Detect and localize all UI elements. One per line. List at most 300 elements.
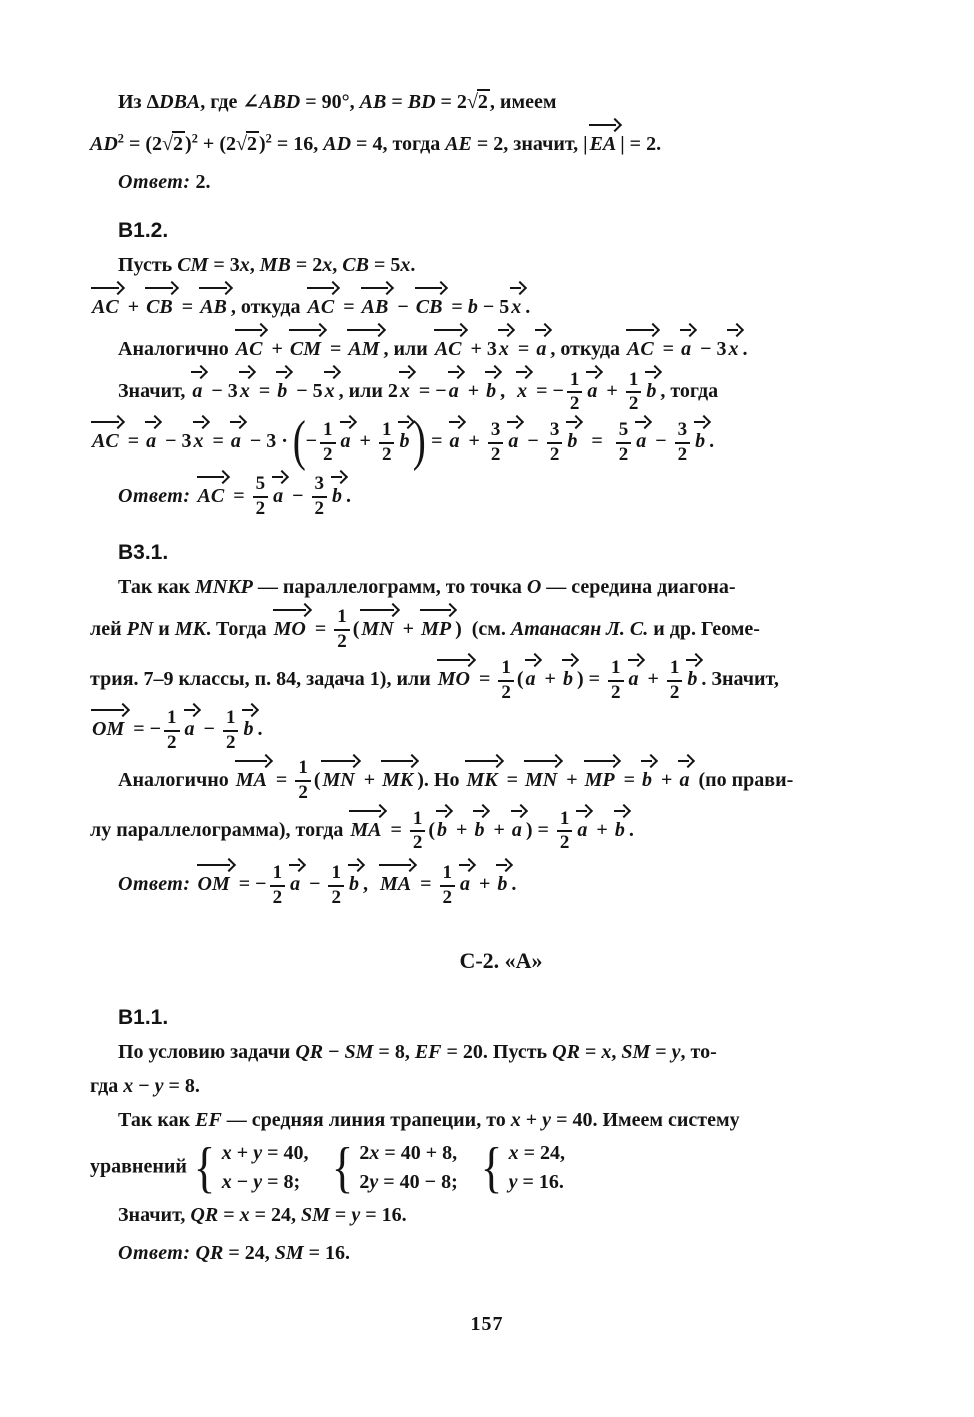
text-run: +: [561, 768, 583, 791]
text-run: +: [397, 617, 420, 640]
denominator: 2: [628, 393, 639, 415]
math-variable: CM: [177, 254, 209, 276]
vector: a: [230, 418, 244, 457]
vector: AC: [91, 284, 122, 323]
numerator: 1: [567, 370, 583, 394]
text-run: = 16,: [271, 133, 324, 155]
numerator: 1: [667, 658, 683, 682]
denominator: 2: [677, 443, 688, 465]
text-run: , где ∠: [200, 91, 260, 113]
math-variable: EF: [414, 1040, 442, 1063]
text-run: −: [231, 1170, 254, 1193]
text-run: , имеем: [489, 91, 557, 113]
text-run: .: [346, 484, 352, 507]
text-run: .: [742, 338, 748, 360]
denominator: 2: [549, 443, 560, 465]
vector: a: [459, 861, 473, 900]
text-run: −: [304, 873, 326, 896]
text-run: = 8,: [373, 1040, 415, 1063]
denominator: 2: [272, 886, 283, 908]
text-run: +: [231, 1141, 254, 1164]
numerator: 1: [164, 708, 180, 732]
text-run: (: [352, 617, 360, 640]
vector: a: [635, 418, 649, 457]
numerator: 3: [488, 420, 504, 444]
denominator: 2: [559, 832, 570, 854]
numerator: 1: [223, 708, 239, 732]
math-variable: y: [369, 1170, 379, 1193]
vector: x: [324, 368, 338, 407]
text-run: = 4, тогда: [351, 133, 446, 155]
numerator: 1: [608, 658, 624, 682]
text-run: =: [512, 338, 535, 360]
vector: MO: [273, 606, 309, 645]
solution-b3-1-line-2: [90, 606, 912, 653]
text-run: = 2: [435, 91, 467, 113]
math-variable: EF: [195, 1108, 222, 1131]
text-run: +: [451, 819, 473, 842]
vector: b: [641, 757, 655, 796]
text-run: − 3: [160, 430, 192, 453]
solution-b3-1-line-1: [90, 572, 912, 603]
text-run: , то-: [680, 1040, 717, 1063]
vector: b: [485, 368, 499, 407]
numerator: 1: [295, 758, 311, 782]
text-run: .: [410, 254, 416, 276]
text-run: ,: [611, 1040, 622, 1063]
vector: a: [576, 807, 590, 846]
math-variable: AD: [90, 133, 118, 155]
math-variable: y: [671, 1040, 681, 1063]
fraction: [312, 474, 328, 520]
section-heading-c2: [90, 945, 912, 976]
math-variable: y: [253, 1141, 263, 1164]
system-rows: [359, 1139, 457, 1197]
text-run: = 40,: [262, 1141, 309, 1164]
numerator: 1: [320, 420, 336, 444]
vector: b: [645, 368, 659, 407]
fraction: [557, 809, 573, 855]
text-run: ): [185, 133, 192, 155]
denominator: 2: [569, 393, 580, 415]
vector: AB: [199, 284, 230, 323]
text-run: =: [618, 768, 641, 791]
vector: a: [535, 326, 549, 365]
superscript: 2: [265, 131, 272, 146]
equation-system: { x = 24, y = 16.: [480, 1136, 566, 1199]
text-run: и: [153, 617, 175, 640]
math-variable: y: [351, 1203, 361, 1226]
text-run: = 2: [290, 254, 323, 276]
fraction: [567, 370, 583, 416]
text-run: − 3 ·: [244, 430, 293, 453]
text-run: =: [176, 296, 199, 318]
header-b3-1: [90, 537, 912, 568]
solution-c2-b1-1-line-2: [90, 1071, 912, 1102]
text-run: = (2: [124, 133, 163, 155]
text-run: =: [253, 380, 276, 402]
text-run: = 3: [208, 254, 240, 276]
math-variable: x: [239, 254, 250, 276]
square-root: [467, 91, 490, 113]
header-b1-2: [90, 215, 912, 246]
denominator: 2: [490, 443, 501, 465]
vector: b: [242, 706, 256, 745]
math-variable: x: [221, 1141, 232, 1164]
math-variable: DBA: [159, 91, 201, 113]
text-run: +: [601, 380, 623, 402]
vector: a: [449, 418, 463, 457]
denominator: 2: [298, 782, 308, 804]
text-run: , тогда: [660, 380, 719, 402]
vector: a: [448, 368, 462, 407]
denominator: 2: [611, 681, 621, 703]
vector: MO: [437, 656, 473, 695]
vector: MN: [524, 757, 560, 796]
text-run: . Значит,: [701, 668, 779, 691]
numerator: 3: [547, 420, 563, 444]
text-run: = 24,: [518, 1141, 566, 1164]
math-variable: x: [601, 1040, 612, 1063]
text-run: =: [338, 296, 360, 318]
math-variable: QR: [190, 1203, 219, 1226]
vector: b: [562, 656, 576, 695]
text-run: = 5: [368, 254, 401, 276]
radicand: 2: [477, 91, 488, 113]
solution-b3-1-line-4: [90, 706, 912, 753]
text-run: ) =: [576, 668, 606, 691]
denominator: 2: [669, 681, 680, 703]
text-run: +: [354, 430, 376, 453]
answer-b3-1: [90, 861, 912, 908]
math-variable: y: [508, 1170, 518, 1193]
denominator: 2: [337, 631, 347, 653]
numerator: 1: [328, 863, 344, 887]
text-run: −: [522, 430, 544, 453]
equation-system: { x + y = 40, x − y = 8;: [193, 1136, 309, 1199]
system-row: [509, 1168, 565, 1197]
radical-sign: √: [466, 91, 478, 113]
math-variable: MNKP: [195, 575, 253, 598]
fraction: [295, 758, 311, 804]
fraction: [440, 863, 456, 909]
fraction: [667, 658, 683, 704]
solution-c2-b1-1-systems: [90, 1136, 912, 1199]
text-run: = 8.: [163, 1074, 200, 1097]
vector: MA: [349, 807, 384, 846]
text-run: .: [257, 718, 263, 741]
text-run: +: [474, 873, 496, 896]
text-run: .: [525, 296, 531, 318]
vector: a: [289, 861, 303, 900]
text-run: =: [122, 430, 145, 453]
text-run: , или: [383, 338, 433, 360]
text-run: , откуда: [550, 338, 625, 360]
denominator: 2: [225, 731, 236, 753]
text-run: +: [656, 768, 678, 791]
vector: EA: [589, 121, 620, 160]
text-run: = −: [128, 718, 162, 741]
vector: a: [145, 418, 159, 457]
text-run: =: [657, 338, 680, 360]
text-run: (: [428, 819, 436, 842]
solution-c2-b1-1-line-3: [90, 1105, 912, 1136]
math-variable: x: [123, 1074, 134, 1097]
radical-sign: √: [162, 133, 174, 155]
system-row: [222, 1168, 309, 1197]
fraction: [223, 708, 239, 754]
text-run: −: [392, 296, 414, 318]
text-run: , или 2: [338, 380, 398, 402]
numerator: 1: [379, 420, 395, 444]
math-variable: ABD: [259, 91, 301, 113]
vector: MN: [360, 606, 396, 645]
vector: x: [516, 368, 530, 407]
vector: AC: [91, 418, 122, 457]
text-run: = 16.: [360, 1203, 407, 1226]
vector: b: [276, 368, 290, 407]
text-run: +: [463, 430, 485, 453]
fraction: [608, 658, 624, 704]
fraction: [410, 809, 426, 855]
vector: a: [586, 368, 600, 407]
solution-b1-2-line-5: AC = a − 3 x = a − 3 · (− $\frac{1}{2}$ a + $\frac{1}{2}$ b) = a + $\frac{3}{2}$ a − $\frac{3}{2}$ b = $\frac{5}{2}$ a − $\frac{3}{2}$ b .: [92, 409, 715, 472]
text-run: +: [539, 668, 561, 691]
page-number: 157: [470, 1313, 504, 1335]
text-run: = −: [233, 873, 267, 896]
vector: CB: [415, 284, 446, 323]
vector: MP: [420, 606, 454, 645]
text-run: +: [520, 1108, 543, 1131]
system-row: [509, 1139, 565, 1168]
vector: a: [680, 326, 694, 365]
vector: MK: [465, 757, 500, 796]
document-body: [90, 84, 912, 1274]
solution-b1-2-line-2: [90, 284, 912, 323]
fraction: [498, 658, 514, 704]
vector: OM: [197, 861, 233, 900]
text-run: .: [511, 873, 517, 896]
math-variable: PN: [126, 617, 154, 640]
vector: a: [272, 473, 286, 512]
superscript: 2: [191, 131, 198, 146]
denominator: 2: [331, 886, 341, 908]
solution-b3-1-line-6: [90, 807, 912, 854]
text-run: = −: [413, 380, 447, 402]
vector: b: [686, 656, 700, 695]
text-run: | = 2.: [620, 133, 662, 155]
math-variable: MK: [174, 617, 206, 640]
text-run: Значит,: [118, 1203, 191, 1226]
text-run: = 40 + 8,: [379, 1141, 458, 1164]
vector: MP: [584, 757, 618, 796]
denominator: 2: [618, 443, 629, 465]
text-run: В1.2.: [118, 219, 169, 242]
text-run: +: [488, 819, 510, 842]
text-run: −: [305, 430, 318, 453]
text-run: =: [415, 873, 437, 896]
text-run: лу параллелограмма), тогда: [90, 819, 349, 842]
text-run: .: [709, 430, 715, 453]
equation-system: { 2x = 40 + 8, 2y = 40 − 8;: [331, 1136, 458, 1199]
solution-b1-1-line-2: [90, 121, 912, 160]
answer-b1-2: [90, 473, 912, 520]
math-variable: x: [239, 1203, 250, 1226]
text-run: Аналогично: [118, 768, 234, 791]
vector: x: [193, 418, 207, 457]
text-run: .: [628, 819, 634, 842]
text-run: = 20. Пусть: [441, 1040, 553, 1063]
system-row: [222, 1139, 309, 1168]
text-run: = 24,: [223, 1241, 275, 1264]
text-run: — середина диагона-: [541, 575, 736, 598]
math-variable: x: [510, 1108, 521, 1131]
text-run: — параллелограмм, то точка: [252, 575, 527, 598]
text-run: + (2: [197, 133, 236, 155]
text-run: − 3: [695, 338, 727, 360]
text-run: уравнений: [90, 1155, 187, 1178]
superscript: 2: [117, 131, 124, 146]
text-run: =: [473, 668, 496, 691]
fraction: [164, 708, 180, 754]
radicand: 2: [173, 133, 184, 155]
vector: b: [694, 418, 708, 457]
text-run: = 40. Имеем систему: [551, 1108, 740, 1131]
vector: b: [473, 807, 487, 846]
vector: MA: [235, 757, 270, 796]
text-run: 2: [359, 1170, 370, 1193]
fraction: [626, 370, 642, 416]
text-run: ,: [362, 873, 378, 896]
vector: AC: [197, 473, 228, 512]
solution-b1-2-line-3: [90, 326, 912, 365]
text-run: = 8;: [262, 1170, 301, 1193]
text-run: =: [228, 484, 250, 507]
text-run: −: [287, 484, 309, 507]
text-run: . Тогда: [205, 617, 272, 640]
numerator: 3: [312, 474, 328, 498]
vector: x: [239, 368, 253, 407]
numerator: 1: [557, 809, 573, 833]
math-variable: y: [154, 1074, 164, 1097]
denominator: 2: [255, 498, 266, 519]
text-run: − 3: [206, 380, 238, 402]
text-run: = 16.: [517, 1170, 564, 1193]
fraction: [253, 474, 269, 520]
solution-c2-b1-1-line-4: [90, 1200, 912, 1231]
denominator: 2: [412, 832, 423, 854]
text-run: − 5: [291, 380, 323, 402]
math-variable: Атанасян Л. С.: [510, 617, 649, 640]
text-run: +: [642, 668, 664, 691]
vector: MK: [381, 757, 416, 796]
text-run: Так как: [118, 1108, 196, 1131]
denominator: 2: [323, 443, 333, 465]
text-run: В3.1.: [118, 540, 169, 564]
math-variable: MB: [259, 254, 291, 276]
vector: AC: [307, 284, 338, 323]
math-variable: y: [542, 1108, 552, 1131]
text-run: Из Δ: [118, 91, 160, 113]
math-variable: BD: [407, 91, 436, 113]
numerator: 1: [270, 863, 286, 887]
math-variable: SM: [344, 1040, 374, 1063]
text-run: Так как: [118, 575, 196, 598]
text-run: ) =: [525, 819, 554, 842]
text-run: = 40 − 8;: [378, 1170, 458, 1193]
vector: AB: [361, 284, 392, 323]
vector: a: [511, 807, 525, 846]
vector: a: [678, 757, 692, 796]
math-variable: SM: [301, 1203, 330, 1226]
fraction: [328, 863, 344, 909]
text-run: = 90°,: [300, 91, 360, 113]
solution-b1-2-line-1: [90, 250, 912, 281]
vector: AM: [347, 326, 382, 365]
vector: a: [340, 418, 354, 457]
math-variable: x: [400, 254, 411, 276]
text-run: =: [207, 430, 229, 453]
text-run: +: [122, 296, 145, 318]
math-variable: x: [322, 254, 333, 276]
vector: a: [184, 706, 198, 745]
vector: b: [436, 807, 450, 846]
system-row: [359, 1168, 457, 1197]
vector: b: [348, 861, 362, 900]
text-run: [191, 873, 196, 895]
solution-c2-b1-1-line-1: [90, 1037, 912, 1068]
text-run: , откуда: [230, 296, 306, 318]
vector: OM: [91, 706, 127, 745]
text-run: =: [386, 91, 408, 113]
solution-b3-1-line-3: [90, 656, 912, 703]
vector: x: [510, 284, 524, 323]
text-run: ) (см.: [455, 617, 511, 640]
text-run: =: [385, 819, 407, 842]
text-run: С-2. «А»: [459, 947, 543, 973]
numerator: 5: [253, 474, 269, 498]
system-rows: [509, 1139, 565, 1197]
vector: CB: [145, 284, 176, 323]
text-run: =: [579, 1040, 602, 1063]
text-run: − 5: [477, 296, 510, 318]
math-variable: CB: [342, 254, 369, 276]
text-run: =: [581, 430, 613, 453]
numerator: 1: [440, 863, 456, 887]
text-run: =: [309, 617, 332, 640]
text-run: Пусть: [118, 254, 178, 276]
math-variable: b: [467, 296, 478, 318]
solution-b1-1-line-1: [90, 87, 912, 118]
vector: x: [727, 326, 741, 365]
vector: b: [614, 807, 628, 846]
vector: b: [331, 473, 345, 512]
text-run: и др. Геоме-: [648, 617, 760, 640]
math-variable: AD: [323, 133, 352, 155]
text-run: = 24,: [249, 1203, 302, 1226]
text-run: −: [133, 1074, 155, 1097]
text-run: ,: [500, 380, 516, 402]
fraction: [547, 420, 563, 466]
denominator: 2: [381, 443, 392, 465]
text-run: (: [516, 668, 524, 691]
numerator: 1: [498, 658, 514, 682]
math-variable: SM: [274, 1241, 304, 1264]
math-variable: AE: [445, 133, 472, 155]
text-run: — средняя линия трапеции, то: [221, 1108, 511, 1131]
vector: AC: [235, 326, 266, 365]
vector: b: [566, 418, 580, 457]
